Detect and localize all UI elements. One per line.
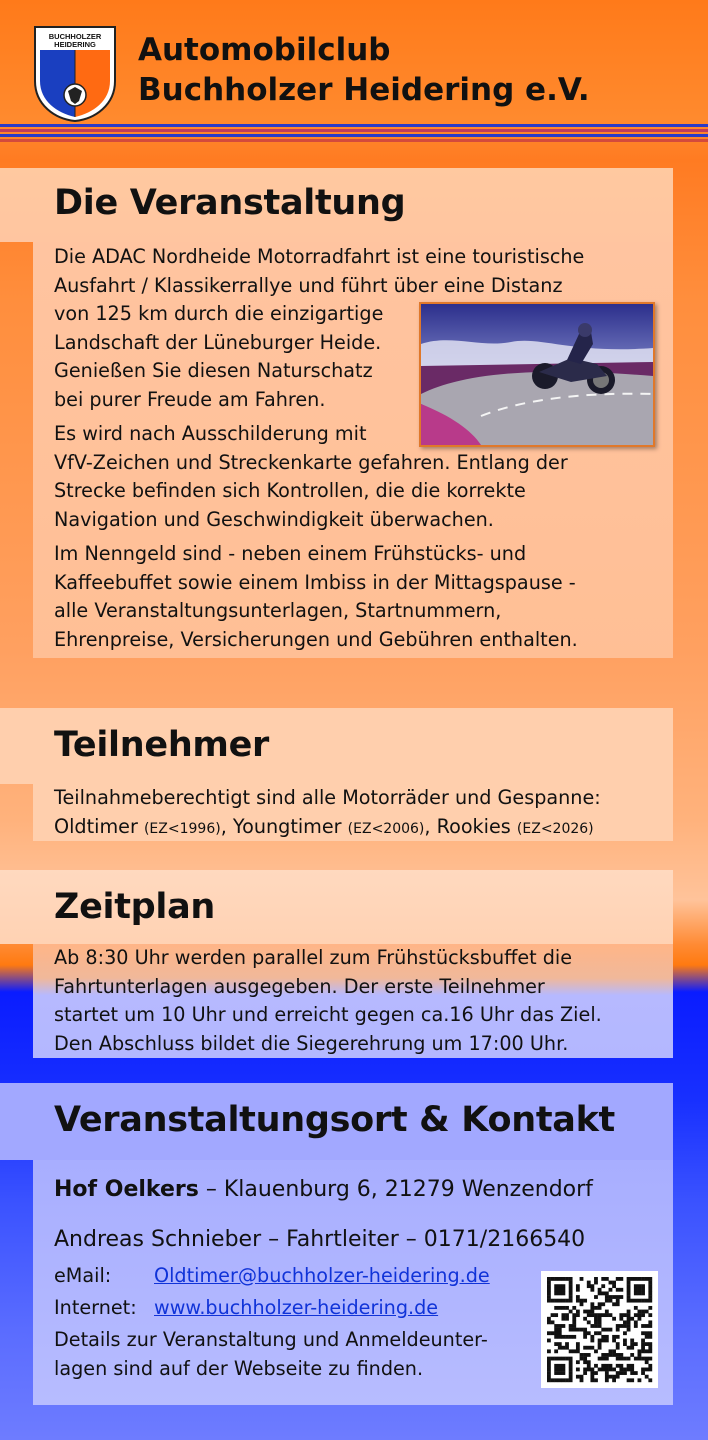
schedule-text (54, 944, 669, 1058)
class-name: Rookies (436, 814, 511, 838)
text-line: Navigation und Geschwindigkeit überwachen. (54, 507, 494, 531)
email-link[interactable]: Oldtimer@buchholzer-heidering.de (154, 1264, 490, 1287)
venue-address: – Klauenburg 6, 21279 Wenzendorf (198, 1177, 593, 1202)
text-line: VfV-Zeichen und Streckenkarte gefahren. Entlang der (54, 450, 568, 474)
venue-name: Hof Oelkers (54, 1177, 199, 1202)
text-line: Strecke befinden sich Kontrollen, die die korrekte (54, 479, 526, 502)
text-line: Es wird nach Ausschilderung mit (54, 422, 367, 445)
logo-text-bottom: HEIDERING (54, 40, 96, 49)
website-link[interactable]: www.buchholzer-heidering.de (154, 1295, 439, 1319)
text-line: Kaffeebuffet sowie einem Imbiss in der Mittagspause - (54, 570, 576, 594)
organizer-line: Andreas Schnieber – Fahrtleiter – 0171/2166540 (54, 1227, 586, 1252)
participants-heading: Teilnehmer (54, 725, 269, 765)
text-line: Den Abschluss bildet die Siegerehrung um 17:00 Uhr. (54, 1031, 569, 1055)
event-heading: Die Veranstaltung (54, 183, 406, 223)
class-name: Youngtimer (232, 814, 342, 838)
participants-line1: Teilnahmeberechtigt sind alle Motorräder und Gespanne: (54, 786, 601, 809)
internet-label: Internet: (54, 1295, 137, 1319)
text-line: Ausfahrt / Klassikerrallye und führt über eine Distanz (54, 273, 563, 297)
text-line: Landschaft der Lüneburger Heide. (54, 330, 382, 354)
header (0, 0, 708, 150)
club-logo (33, 25, 117, 123)
class-separator: , (424, 814, 437, 838)
motorcycle-photo (419, 302, 655, 447)
qr-code-icon (541, 1271, 658, 1388)
logo-text-top: BUCHHOLZER (48, 32, 102, 41)
class-name: Oldtimer (54, 814, 138, 838)
participants-classes (54, 813, 669, 844)
club-title (138, 30, 590, 110)
text-line: bei purer Freude am Fahren. (54, 387, 326, 411)
text-line: startet um 10 Uhr und erreicht gegen ca.16 Uhr das Ziel. (54, 1003, 602, 1026)
club-title-line1: Automobilclub (138, 32, 391, 68)
text-line: Ehrenpreise, Versicherungen und Gebühren enthalten. (54, 627, 578, 651)
club-title-line2: Buchholzer Heidering e.V. (138, 72, 590, 108)
qr-code[interactable] (541, 1271, 658, 1388)
contact-heading: Veranstaltungsort & Kontakt (54, 1100, 615, 1140)
class-limit: (EZ<1996) (143, 820, 221, 837)
text-line: von 125 km durch die einzigartige (54, 302, 384, 325)
class-limit: (EZ<2006) (347, 820, 425, 837)
participants-text (54, 784, 669, 843)
text-line: Fahrtunterlagen ausgegeben. Der erste Teilnehmer (54, 974, 545, 998)
text-line: Im Nenngeld sind - neben einem Frühstücks- und (54, 542, 527, 565)
class-limit: (EZ<2026) (516, 820, 594, 837)
text-line: alle Veranstaltungsunterlagen, Startnummern, (54, 599, 502, 622)
email-label: eMail: (54, 1264, 112, 1287)
venue-line (54, 1172, 669, 1208)
event-paragraph-3 (54, 540, 669, 654)
text-line: Details zur Veranstaltung und Anmeldeunter- (54, 1328, 488, 1351)
text-line: Ab 8:30 Uhr werden parallel zum Frühstücksbuffet die (54, 946, 573, 969)
header-stripes (0, 124, 708, 146)
class-separator: , (220, 814, 233, 838)
motorcycle-photo-icon (421, 304, 653, 445)
text-line: Die ADAC Nordheide Motorradfahrt ist eine touristische (54, 245, 585, 268)
text-line: Genießen Sie diesen Naturschatz (54, 359, 373, 382)
schedule-heading: Zeitplan (54, 887, 216, 927)
text-line: lagen sind auf der Webseite zu finden. (54, 1356, 424, 1380)
